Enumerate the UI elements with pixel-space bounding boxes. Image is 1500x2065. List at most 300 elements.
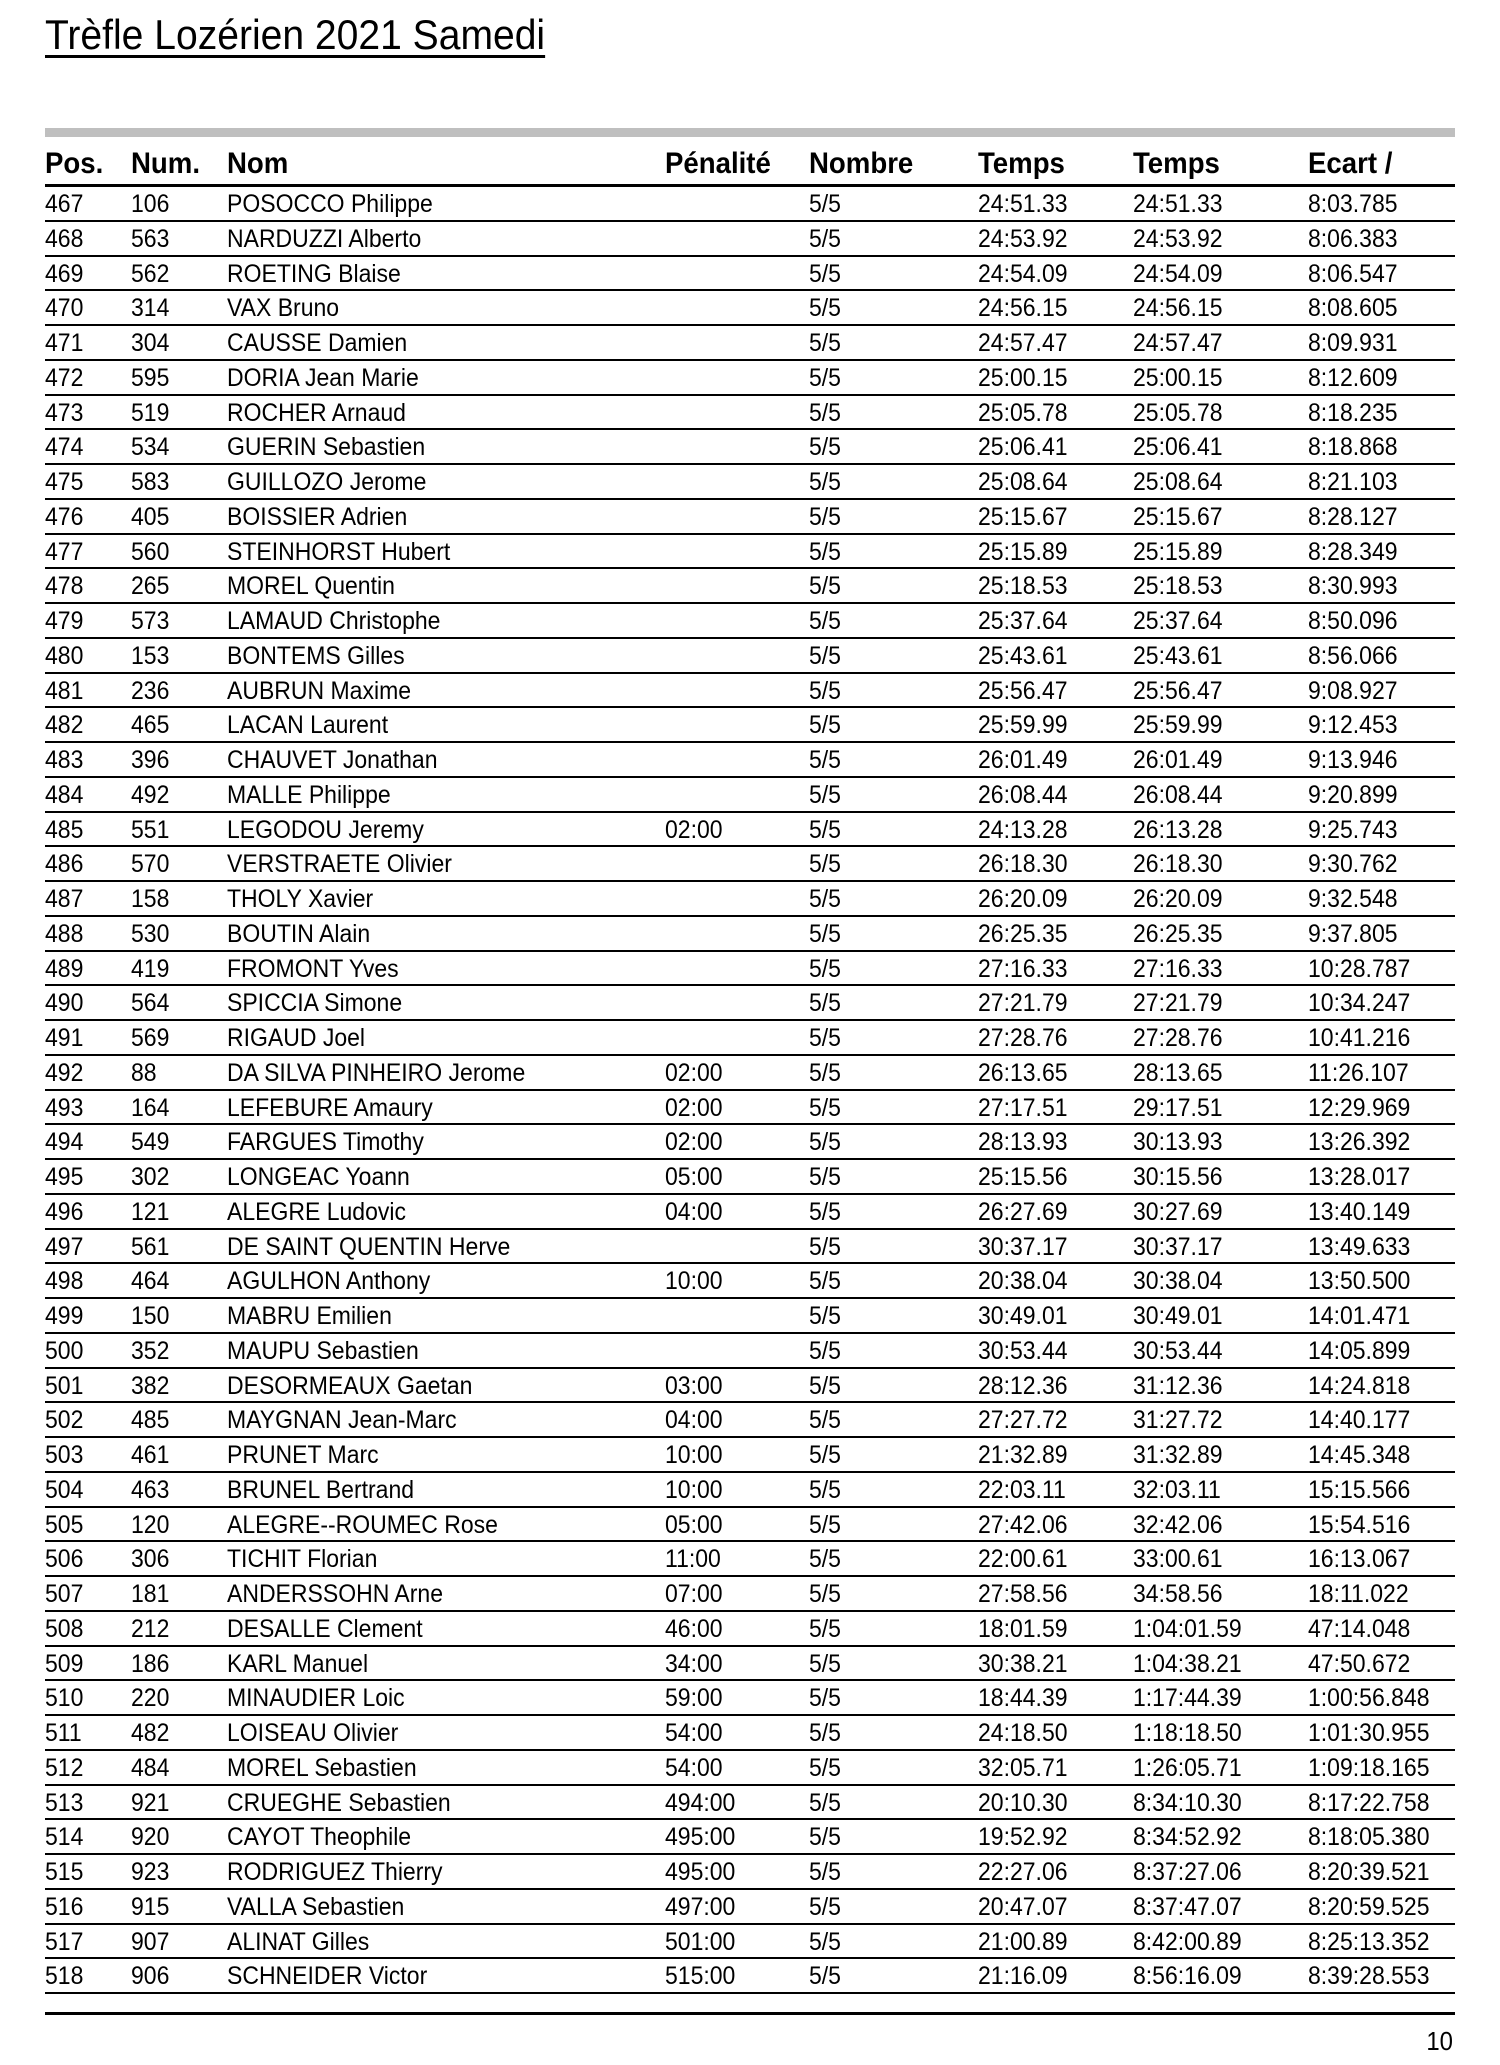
cell-ecart: 9:08.927 [1308, 676, 1398, 705]
cell-temps: 22:03.11 [978, 1475, 1066, 1504]
cell-temps: 25:15.89 [978, 537, 1068, 566]
col-header-num: Num. [131, 147, 200, 180]
table-row [45, 952, 1455, 987]
cell-nombre: 5/5 [809, 989, 841, 1018]
cell-nombre: 5/5 [809, 885, 841, 913]
cell-temps: 25:06.41 [978, 433, 1068, 462]
table-row [45, 778, 1455, 813]
cell-temps: 30:38.21 [978, 1649, 1068, 1678]
cell-num: 595 [131, 363, 170, 392]
cell-num: 306 [131, 1545, 170, 1574]
cell-temps: 25:00.15 [978, 363, 1068, 392]
table-row [45, 1125, 1455, 1160]
cell-pos: 515 [45, 1858, 84, 1886]
cell-nombre: 5/5 [809, 1441, 841, 1469]
cell-ecart: 9:13.946 [1308, 746, 1398, 774]
cell-nom: KARL Manuel [227, 1649, 369, 1678]
cell-penalite: 02:00 [665, 815, 723, 844]
cell-nombre: 5/5 [809, 190, 841, 218]
cell-temps-total: 25:15.89 [1133, 537, 1223, 566]
cell-temps: 24:18.50 [978, 1719, 1068, 1747]
cell-temps-total: 27:21.79 [1133, 989, 1223, 1018]
cell-temps: 19:52.92 [978, 1823, 1068, 1852]
cell-pos: 504 [45, 1475, 84, 1504]
cell-num: 915 [131, 1892, 170, 1921]
cell-temps-total: 8:34:52.92 [1133, 1823, 1242, 1852]
cell-nombre: 5/5 [809, 1649, 841, 1678]
table-row [45, 1925, 1455, 1960]
table-row [45, 1716, 1455, 1751]
cell-nombre: 5/5 [809, 1024, 841, 1052]
cell-temps-total: 25:18.53 [1133, 572, 1223, 601]
cell-temps: 27:16.33 [978, 954, 1068, 983]
cell-temps: 26:20.09 [978, 885, 1068, 913]
cell-num: 186 [131, 1649, 170, 1678]
cell-num: 396 [131, 746, 170, 774]
cell-ecart: 9:37.805 [1308, 919, 1398, 948]
table-row [45, 1751, 1455, 1786]
cell-ecart: 8:18:05.380 [1308, 1823, 1430, 1852]
cell-temps: 28:12.36 [978, 1371, 1068, 1400]
cell-num: 121 [131, 1197, 170, 1226]
cell-pos: 473 [45, 398, 84, 427]
cell-pos: 511 [45, 1719, 82, 1747]
cell-nom: LAMAUD Christophe [227, 607, 441, 635]
cell-ecart: 8:12.609 [1308, 363, 1398, 392]
cell-temps-total: 1:18:18.50 [1133, 1719, 1242, 1747]
cell-temps-total: 8:37:27.06 [1133, 1858, 1242, 1886]
cell-ecart: 10:34.247 [1308, 989, 1411, 1018]
table-row [45, 396, 1455, 431]
cell-pos: 505 [45, 1510, 84, 1539]
table-row [45, 882, 1455, 917]
table-row [45, 1542, 1455, 1577]
cell-ecart: 8:39:28.553 [1308, 1962, 1430, 1991]
cell-num: 562 [131, 259, 170, 288]
cell-nombre: 5/5 [809, 1267, 841, 1296]
cell-temps: 21:16.09 [978, 1962, 1068, 1991]
cell-temps: 25:59.99 [978, 711, 1068, 740]
cell-temps: 30:49.01 [978, 1302, 1068, 1330]
page-title: Trèfle Lozérien 2021 Samedi [45, 11, 546, 58]
cell-num: 485 [131, 1406, 170, 1435]
cell-ecart: 9:30.762 [1308, 850, 1398, 879]
cell-num: 519 [131, 398, 170, 427]
cell-temps: 21:32.89 [978, 1441, 1068, 1469]
cell-penalite: 59:00 [665, 1684, 723, 1713]
cell-nom: DESALLE Clement [227, 1614, 423, 1643]
cell-pos: 506 [45, 1545, 84, 1574]
cell-num: 158 [131, 885, 170, 913]
cell-num: 561 [131, 1232, 170, 1261]
cell-temps-total: 25:37.64 [1133, 607, 1223, 635]
cell-nombre: 5/5 [809, 1788, 841, 1817]
table-row [45, 1369, 1455, 1404]
cell-penalite: 04:00 [665, 1197, 723, 1226]
cell-nombre: 5/5 [809, 329, 841, 357]
cell-num: 482 [131, 1719, 170, 1747]
cell-pos: 485 [45, 815, 84, 844]
cell-ecart: 14:24.818 [1308, 1371, 1411, 1400]
cell-pos: 480 [45, 641, 84, 670]
cell-nom: SCHNEIDER Victor [227, 1962, 428, 1991]
table-row [45, 1855, 1455, 1890]
cell-pos: 489 [45, 954, 84, 983]
cell-temps-total: 24:54.09 [1133, 259, 1223, 288]
cell-num: 564 [131, 989, 170, 1018]
cell-nom: DESORMEAUX Gaetan [227, 1371, 473, 1400]
page-number: 10 [1426, 2026, 1453, 2056]
cell-nombre: 5/5 [809, 1475, 841, 1504]
cell-nombre: 5/5 [809, 1892, 841, 1921]
cell-temps: 26:13.65 [978, 1058, 1068, 1087]
cell-temps-total: 24:57.47 [1133, 329, 1223, 357]
cell-nombre: 5/5 [809, 676, 841, 705]
cell-ecart: 1:01:30.955 [1308, 1719, 1430, 1747]
cell-temps: 32:05.71 [978, 1753, 1068, 1782]
cell-nom: BOISSIER Adrien [227, 502, 408, 531]
cell-nom: ALEGRE Ludovic [227, 1197, 406, 1226]
cell-temps: 27:21.79 [978, 989, 1068, 1018]
table-row [45, 1195, 1455, 1230]
cell-num: 314 [131, 294, 170, 323]
cell-num: 492 [131, 780, 170, 809]
cell-nom: LONGEAC Yoann [227, 1163, 410, 1191]
cell-temps: 26:08.44 [978, 780, 1068, 809]
cell-penalite: 46:00 [665, 1614, 723, 1643]
table-row [45, 1508, 1455, 1543]
cell-num: 906 [131, 1962, 170, 1991]
cell-nom: RODRIGUEZ Thierry [227, 1858, 443, 1886]
table-row [45, 187, 1455, 222]
cell-pos: 492 [45, 1058, 84, 1087]
cell-nom: LEGODOU Jeremy [227, 815, 424, 844]
cell-ecart: 15:15.566 [1308, 1475, 1411, 1504]
cell-ecart: 8:21.103 [1308, 468, 1398, 496]
cell-nom: NARDUZZI Alberto [227, 224, 422, 253]
cell-pos: 470 [45, 294, 84, 323]
cell-ecart: 14:40.177 [1308, 1406, 1411, 1435]
cell-num: 570 [131, 850, 170, 879]
cell-pos: 513 [45, 1788, 84, 1817]
cell-temps: 26:25.35 [978, 919, 1068, 948]
cell-num: 265 [131, 572, 170, 601]
col-header-pos: Pos. [45, 147, 104, 180]
cell-num: 88 [131, 1058, 157, 1087]
cell-temps: 18:44.39 [978, 1684, 1068, 1713]
cell-temps: 26:18.30 [978, 850, 1068, 879]
cell-num: 921 [131, 1788, 170, 1817]
cell-pos: 498 [45, 1267, 84, 1296]
cell-nombre: 5/5 [809, 572, 841, 601]
cell-num: 465 [131, 711, 170, 740]
cell-pos: 512 [45, 1753, 84, 1782]
cell-nom: CAYOT Theophile [227, 1823, 412, 1852]
cell-nombre: 5/5 [809, 711, 841, 740]
cell-ecart: 1:09:18.165 [1308, 1753, 1430, 1782]
cell-temps: 30:53.44 [978, 1336, 1068, 1365]
table-row [45, 1681, 1455, 1716]
cell-pos: 469 [45, 259, 84, 288]
cell-penalite: 05:00 [665, 1510, 723, 1539]
table-row [45, 257, 1455, 292]
cell-temps-total: 25:06.41 [1133, 433, 1223, 462]
cell-num: 220 [131, 1684, 170, 1713]
cell-temps-total: 1:17:44.39 [1133, 1684, 1242, 1713]
cell-pos: 481 [45, 676, 84, 705]
cell-nombre: 5/5 [809, 1614, 841, 1643]
cell-temps-total: 24:53.92 [1133, 224, 1223, 253]
table-row [45, 1786, 1455, 1821]
table-row [45, 1264, 1455, 1299]
cell-temps: 20:38.04 [978, 1267, 1068, 1296]
table-row [45, 535, 1455, 570]
table-row [45, 1612, 1455, 1647]
cell-pos: 478 [45, 572, 84, 601]
cell-ecart: 8:03.785 [1308, 190, 1398, 218]
table-row [45, 1647, 1455, 1682]
cell-num: 164 [131, 1093, 170, 1122]
cell-penalite: 494:00 [665, 1788, 736, 1817]
cell-temps: 25:15.67 [978, 502, 1068, 531]
table-row [45, 1334, 1455, 1369]
cell-ecart: 8:06.547 [1308, 259, 1398, 288]
cell-temps: 27:27.72 [978, 1406, 1068, 1435]
cell-pos: 471 [45, 329, 84, 357]
cell-ecart: 13:28.017 [1308, 1163, 1411, 1191]
table-row [45, 1021, 1455, 1056]
cell-pos: 488 [45, 919, 84, 948]
cell-pos: 507 [45, 1580, 84, 1608]
cell-pos: 483 [45, 746, 84, 774]
cell-temps-total: 26:08.44 [1133, 780, 1223, 809]
cell-temps-total: 30:38.04 [1133, 1267, 1223, 1296]
cell-pos: 496 [45, 1197, 84, 1226]
cell-ecart: 8:18.868 [1308, 433, 1398, 462]
cell-ecart: 14:05.899 [1308, 1336, 1411, 1365]
cell-temps-total: 30:27.69 [1133, 1197, 1223, 1226]
table-row [45, 1403, 1455, 1438]
cell-num: 405 [131, 502, 170, 531]
table-row [45, 430, 1455, 465]
cell-nom: RIGAUD Joel [227, 1024, 366, 1052]
cell-num: 382 [131, 1371, 170, 1400]
cell-pos: 509 [45, 1649, 84, 1678]
cell-ecart: 47:50.672 [1308, 1649, 1411, 1678]
cell-num: 181 [131, 1580, 170, 1608]
cell-nombre: 5/5 [809, 607, 841, 635]
cell-penalite: 497:00 [665, 1892, 736, 1921]
cell-temps: 25:56.47 [978, 676, 1068, 705]
cell-nombre: 5/5 [809, 398, 841, 427]
cell-ecart: 8:18.235 [1308, 398, 1398, 427]
cell-pos: 475 [45, 468, 84, 496]
cell-ecart: 15:54.516 [1308, 1510, 1411, 1539]
cell-temps: 28:13.93 [978, 1128, 1068, 1157]
cell-nom: MOREL Quentin [227, 572, 395, 601]
cell-nom: MAUPU Sebastien [227, 1336, 419, 1365]
cell-nom: POSOCCO Philippe [227, 190, 433, 218]
col-header-nom: Nom [227, 147, 289, 180]
cell-nombre: 5/5 [809, 850, 841, 879]
cell-nom: VERSTRAETE Olivier [227, 850, 452, 879]
cell-nom: ANDERSSOHN Arne [227, 1580, 444, 1608]
cell-ecart: 8:30.993 [1308, 572, 1398, 601]
cell-temps: 25:05.78 [978, 398, 1068, 427]
cell-nombre: 5/5 [809, 1093, 841, 1122]
cell-ecart: 10:28.787 [1308, 954, 1411, 983]
cell-num: 920 [131, 1823, 170, 1852]
cell-nombre: 5/5 [809, 433, 841, 462]
cell-temps: 22:27.06 [978, 1858, 1068, 1886]
cell-nom: FROMONT Yves [227, 954, 399, 983]
results-table-body [45, 187, 1455, 1994]
table-row [45, 1056, 1455, 1091]
cell-pos: 502 [45, 1406, 84, 1435]
cell-ecart: 14:45.348 [1308, 1441, 1411, 1469]
table-row [45, 361, 1455, 396]
cell-ecart: 13:49.633 [1308, 1232, 1411, 1261]
table-row [45, 1091, 1455, 1126]
cell-num: 569 [131, 1024, 170, 1052]
cell-nom: ALEGRE--ROUMEC Rose [227, 1510, 498, 1539]
cell-temps-total: 25:15.67 [1133, 502, 1223, 531]
table-row [45, 986, 1455, 1021]
cell-nombre: 5/5 [809, 746, 841, 774]
cell-temps: 27:42.06 [978, 1510, 1068, 1539]
cell-penalite: 54:00 [665, 1719, 723, 1747]
cell-ecart: 16:13.067 [1308, 1545, 1411, 1574]
cell-nombre: 5/5 [809, 641, 841, 670]
col-header-temps-total: Temps [1133, 147, 1220, 180]
table-row [45, 1473, 1455, 1508]
cell-ecart: 14:01.471 [1308, 1302, 1411, 1330]
cell-nombre: 5/5 [809, 259, 841, 288]
cell-temps: 25:15.56 [978, 1163, 1068, 1191]
cell-pos: 486 [45, 850, 84, 879]
cell-nombre: 5/5 [809, 224, 841, 253]
cell-temps: 24:51.33 [978, 190, 1068, 218]
cell-num: 573 [131, 607, 170, 635]
cell-nom: LOISEAU Olivier [227, 1719, 399, 1747]
cell-nom: MABRU Emilien [227, 1302, 392, 1330]
cell-temps-total: 25:00.15 [1133, 363, 1223, 392]
cell-ecart: 13:40.149 [1308, 1197, 1411, 1226]
cell-nombre: 5/5 [809, 468, 841, 496]
cell-temps-total: 8:37:47.07 [1133, 1892, 1242, 1921]
cell-nom: MINAUDIER Loic [227, 1684, 405, 1713]
cell-ecart: 8:20:39.521 [1308, 1858, 1430, 1886]
col-header-nombre: Nombre [809, 147, 914, 180]
cell-temps: 20:10.30 [978, 1788, 1068, 1817]
cell-ecart: 10:41.216 [1308, 1024, 1411, 1052]
cell-penalite: 02:00 [665, 1128, 723, 1157]
cell-temps-total: 32:42.06 [1133, 1510, 1223, 1539]
cell-pos: 499 [45, 1302, 84, 1330]
cell-temps-total: 8:42:00.89 [1133, 1927, 1242, 1956]
cell-temps-total: 27:28.76 [1133, 1024, 1223, 1052]
cell-pos: 487 [45, 885, 84, 913]
cell-nom: BOUTIN Alain [227, 919, 371, 948]
cell-temps-total: 24:56.15 [1133, 294, 1223, 323]
cell-penalite: 495:00 [665, 1823, 736, 1852]
cell-nom: AGULHON Anthony [227, 1267, 431, 1296]
table-row [45, 639, 1455, 674]
cell-num: 923 [131, 1858, 170, 1886]
cell-temps: 24:13.28 [978, 815, 1068, 844]
cell-temps-total: 1:04:01.59 [1133, 1614, 1242, 1643]
cell-pos: 484 [45, 780, 84, 809]
cell-temps: 24:56.15 [978, 294, 1068, 323]
table-row [45, 917, 1455, 952]
cell-temps-total: 30:49.01 [1133, 1302, 1223, 1330]
cell-temps-total: 8:34:10.30 [1133, 1788, 1242, 1817]
cell-penalite: 11:00 [665, 1545, 721, 1574]
cell-pos: 495 [45, 1163, 84, 1191]
cell-pos: 472 [45, 363, 84, 392]
cell-temps: 24:57.47 [978, 329, 1068, 357]
cell-pos: 482 [45, 711, 84, 740]
cell-temps-total: 30:13.93 [1133, 1128, 1223, 1157]
cell-nom: DE SAINT QUENTIN Herve [227, 1232, 511, 1261]
cell-nombre: 5/5 [809, 1058, 841, 1087]
cell-temps: 26:27.69 [978, 1197, 1068, 1226]
cell-temps-total: 29:17.51 [1133, 1093, 1223, 1122]
cell-temps: 26:01.49 [978, 746, 1068, 774]
cell-temps-total: 25:08.64 [1133, 468, 1223, 496]
cell-penalite: 02:00 [665, 1058, 723, 1087]
cell-nombre: 5/5 [809, 1371, 841, 1400]
cell-num: 583 [131, 468, 170, 496]
cell-nom: BONTEMS Gilles [227, 641, 405, 670]
cell-num: 549 [131, 1128, 170, 1157]
cell-ecart: 12:29.969 [1308, 1093, 1411, 1122]
table-row [45, 291, 1455, 326]
table-row [45, 1820, 1455, 1855]
cell-nombre: 5/5 [809, 1302, 841, 1330]
cell-nombre: 5/5 [809, 1927, 841, 1956]
cell-temps-total: 31:27.72 [1133, 1406, 1223, 1435]
cell-nom: DORIA Jean Marie [227, 363, 419, 392]
cell-nom: TICHIT Florian [227, 1545, 378, 1574]
cell-ecart: 47:14.048 [1308, 1614, 1411, 1643]
cell-temps-total: 26:20.09 [1133, 885, 1223, 913]
table-row [45, 674, 1455, 709]
cell-pos: 518 [45, 1962, 84, 1991]
cell-pos: 477 [45, 537, 84, 566]
cell-nom: ROETING Blaise [227, 259, 401, 288]
cell-pos: 510 [45, 1684, 84, 1713]
cell-num: 530 [131, 919, 170, 948]
cell-num: 464 [131, 1267, 170, 1296]
table-row [45, 813, 1455, 848]
cell-nombre: 5/5 [809, 1406, 841, 1435]
cell-nombre: 5/5 [809, 502, 841, 531]
cell-temps: 20:47.07 [978, 1892, 1068, 1921]
cell-nom: MAYGNAN Jean-Marc [227, 1406, 457, 1435]
cell-temps-total: 25:56.47 [1133, 676, 1223, 705]
cell-num: 302 [131, 1163, 170, 1191]
cell-pos: 517 [45, 1927, 84, 1956]
cell-nom: STEINHORST Hubert [227, 537, 451, 566]
cell-penalite: 10:00 [665, 1441, 723, 1469]
cell-num: 304 [131, 329, 170, 357]
cell-temps-total: 30:53.44 [1133, 1336, 1223, 1365]
cell-num: 560 [131, 537, 170, 566]
cell-temps: 21:00.89 [978, 1927, 1068, 1956]
cell-nombre: 5/5 [809, 294, 841, 323]
cell-pos: 467 [45, 190, 84, 218]
